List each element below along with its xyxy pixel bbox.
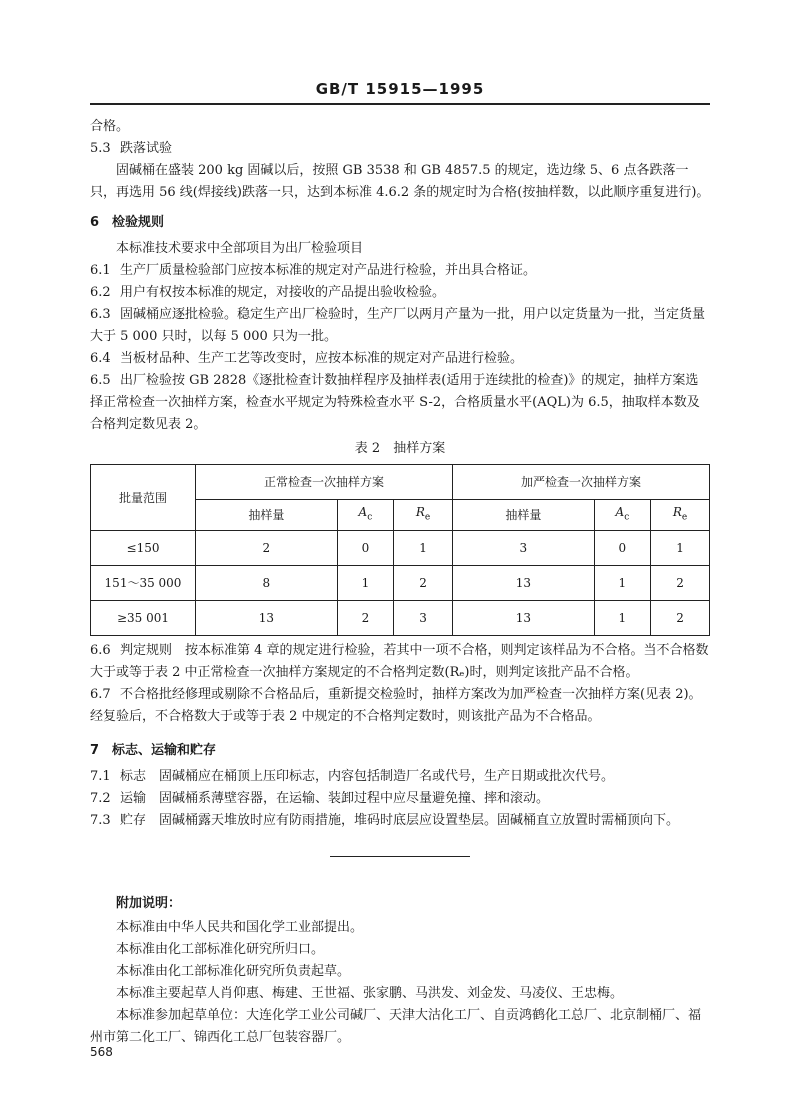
normal-plan-header: 正常检查一次抽样方案 bbox=[196, 465, 453, 500]
continuation-text: 合格。 bbox=[90, 119, 130, 134]
appendix-line: 本标准由中华人民共和国化学工业部提出。 bbox=[116, 920, 364, 935]
table-row bbox=[91, 601, 710, 636]
clause-text: 出厂检验按 GB 2828《逐批检查计数抽样程序及抽样表(适用于连续批的检查)》的规定，抽样方案选择正常检查一次抽样方案，检查水平规定为特殊检查水平 S-2，合格质量水平(AQL)为 6.5，抽取样本数及合格判定数见表 2。 bbox=[90, 373, 700, 432]
table-cell-t-ac: 0 bbox=[594, 531, 650, 566]
section-7-clauses bbox=[90, 766, 710, 832]
clause-number: 6.2 bbox=[90, 285, 111, 300]
clause-text: 生产厂质量检验部门应按本标准的规定对产品进行检验，并出具合格证。 bbox=[120, 263, 537, 278]
tightened-sample-size-header: 抽样量 bbox=[452, 500, 594, 531]
tightened-re-header: $R_e$ bbox=[651, 500, 710, 531]
clause-5-3-body: 固碱桶在盛装 200 kg 固碱以后，按照 GB 3538 和 GB 4857.5 的规定，选边缘 5、6 点各跌落一只，再选用 56 线(焊接线)跌落一只，达到本标准 4.6.2 条的规定时为合格(按抽样数，以此顺序重复进行)。 bbox=[90, 163, 710, 200]
clause-number: 7.2 bbox=[90, 791, 111, 806]
clause-7-3 bbox=[90, 810, 710, 832]
table-cell-t-size: 13 bbox=[452, 601, 594, 636]
section-title: 标志、运输和贮存 bbox=[112, 743, 217, 758]
page-number: 568 bbox=[90, 1045, 113, 1059]
section-6-clauses bbox=[90, 260, 710, 436]
end-rule bbox=[330, 856, 470, 857]
section-6-clauses-continued bbox=[90, 640, 710, 728]
clause-text: 当板材品种、生产工艺等改变时，应按本标准的规定对产品进行检验。 bbox=[120, 351, 524, 366]
appendix-line: 本标准由化工部标准化研究所归口。 bbox=[116, 942, 325, 957]
clause-title: 跌落试验 bbox=[120, 141, 173, 156]
normal-re-header: $R_e$ bbox=[394, 500, 453, 531]
clause-text: 贮存 固碱桶露天堆放时应有防雨措施，堆码时底层应设置垫层。固碱桶直立放置时需桶顶向下。 bbox=[120, 813, 680, 828]
sampling-table bbox=[90, 464, 710, 636]
clause-number: 6.7 bbox=[90, 687, 111, 702]
clause-number: 7.3 bbox=[90, 813, 111, 828]
normal-ac-header: $A_c$ bbox=[337, 500, 393, 531]
document-body bbox=[90, 116, 710, 1049]
table-cell-n-re: 3 bbox=[394, 601, 453, 636]
lot-range-header: 批量范围 bbox=[91, 465, 196, 531]
clause-text: 标志 固碱桶应在桶顶上压印标志，内容包括制造厂名或代号，生产日期或批次代号。 bbox=[120, 769, 615, 784]
tightened-ac-header: $A_c$ bbox=[594, 500, 650, 531]
clause-6-5 bbox=[90, 370, 710, 436]
table-row bbox=[91, 566, 710, 601]
section-number: 6 bbox=[90, 215, 100, 230]
clause-number: 5.3 bbox=[90, 141, 111, 156]
clause-text: 不合格批经修理或剔除不合格品后，重新提交检验时，抽样方案改为加严检查一次抽样方案(见表 2)。经复验后，不合格数大于或等于表 2 中规定的不合格判定数时，则该批产品为不合格品。 bbox=[90, 687, 702, 724]
table-cell-t-re: 1 bbox=[651, 531, 710, 566]
table-row bbox=[91, 531, 710, 566]
appendix-line: 本标准参加起草单位：大连化学工业公司碱厂、天津大沽化工厂、自贡鸿鹤化工总厂、北京制桶厂、福州市第二化工厂、锦西化工总厂包装容器厂。 bbox=[90, 1008, 702, 1045]
appendix-title: 附加说明： bbox=[116, 896, 182, 911]
clause-number: 6.3 bbox=[90, 307, 111, 322]
table-cell-n-ac: 1 bbox=[337, 566, 393, 601]
clause-7-2 bbox=[90, 788, 710, 810]
table-body bbox=[91, 531, 710, 636]
clause-text: 判定规则 按本标准第 4 章的规定进行检验，若其中一项不合格，则判定该样品为不合格。当不合格数大于或等于表 2 中正常检查一次抽样方案规定的不合格判定数(Rₑ)时，则判定该批产品不合格。 bbox=[90, 643, 709, 680]
table-cell-t-size: 13 bbox=[452, 566, 594, 601]
appendix-line: 本标准由化工部标准化研究所负责起草。 bbox=[116, 964, 351, 979]
clause-6-7 bbox=[90, 684, 710, 728]
table-cell-t-re: 2 bbox=[651, 601, 710, 636]
clause-6-4 bbox=[90, 348, 710, 370]
table-cell-n-re: 1 bbox=[394, 531, 453, 566]
clause-text: 用户有权按本标准的规定，对接收的产品提出验收检验。 bbox=[120, 285, 446, 300]
section-6-intro: 本标准技术要求中全部项目为出厂检验项目 bbox=[116, 241, 364, 256]
tightened-plan-header: 加严检查一次抽样方案 bbox=[452, 465, 709, 500]
clause-6-6 bbox=[90, 640, 710, 684]
clause-text: 固碱桶应逐批检验。稳定生产出厂检验时，生产厂以两月产量为一批，用户以定货量为一批，当定货量大于 5 000 只时，以每 5 000 只为一批。 bbox=[90, 307, 706, 344]
section-title: 检验规则 bbox=[112, 215, 165, 230]
section-number: 7 bbox=[90, 743, 100, 758]
section-6-heading bbox=[90, 212, 710, 234]
appendix bbox=[90, 893, 710, 1049]
table-cell-n-ac: 0 bbox=[337, 531, 393, 566]
page-header: GB/T 15915—1995 bbox=[315, 80, 485, 98]
table-cell-n-re: 2 bbox=[394, 566, 453, 601]
table-caption: 表 2 抽样方案 bbox=[354, 441, 446, 456]
clause-number: 6.5 bbox=[90, 373, 111, 388]
appendix-line: 本标准主要起草人肖仰惠、梅建、王世福、张家鹏、马洪发、刘金发、马凌仪、王忠梅。 bbox=[116, 986, 624, 1001]
table-cell-n-size: 13 bbox=[196, 601, 338, 636]
clause-6-2 bbox=[90, 282, 710, 304]
table-cell-lot: 151～35 000 bbox=[91, 566, 196, 601]
clause-text: 运输 固碱桶系薄壁容器，在运输、装卸过程中应尽量避免撞、摔和滚动。 bbox=[120, 791, 550, 806]
table-cell-t-size: 3 bbox=[452, 531, 594, 566]
section-7-heading bbox=[90, 740, 710, 762]
table-cell-n-size: 8 bbox=[196, 566, 338, 601]
table-cell-n-ac: 2 bbox=[337, 601, 393, 636]
clause-number: 6.6 bbox=[90, 643, 111, 658]
table-cell-lot: ≤150 bbox=[91, 531, 196, 566]
table-cell-n-size: 2 bbox=[196, 531, 338, 566]
clause-number: 7.1 bbox=[90, 769, 111, 784]
appendix-lines bbox=[90, 917, 710, 1049]
clause-7-1 bbox=[90, 766, 710, 788]
table-cell-lot: ≥35 001 bbox=[91, 601, 196, 636]
header-rule bbox=[90, 103, 710, 105]
table-cell-t-ac: 1 bbox=[594, 601, 650, 636]
table-cell-t-re: 2 bbox=[651, 566, 710, 601]
table-cell-t-ac: 1 bbox=[594, 566, 650, 601]
normal-sample-size-header: 抽样量 bbox=[196, 500, 338, 531]
clause-6-3 bbox=[90, 304, 710, 348]
clause-number: 6.4 bbox=[90, 351, 111, 366]
clause-6-1 bbox=[90, 260, 710, 282]
clause-number: 6.1 bbox=[90, 263, 111, 278]
clause-5-3-heading bbox=[90, 138, 710, 160]
